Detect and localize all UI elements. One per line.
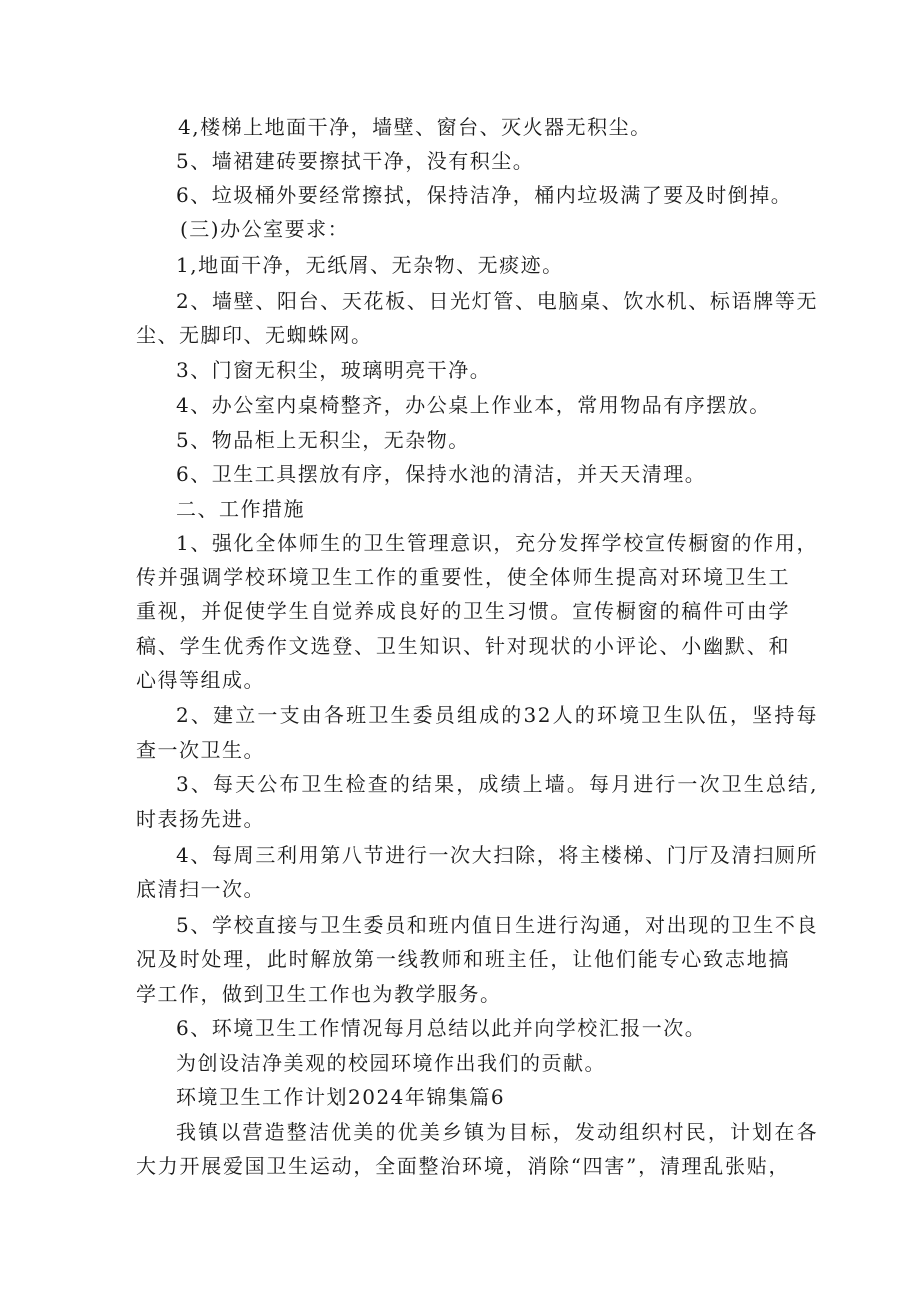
text-line-11: 6、卫生工具摆放有序，保持水池的清洁，并天天清理。 [176, 462, 707, 486]
text-line-8: 3、门窗无积尘，玻璃明亮干净。 [176, 358, 492, 382]
text-line-6: 2、墙壁、阳台、天花板、日光灯管、电脑桌、饮水机、标语牌等无 [176, 289, 818, 313]
text-line-22: 4、每周三利用第八节进行一次大扫除，将主楼梯、门厅及清扫厕所 [176, 843, 818, 867]
text-line-18: 2、建立一支由各班卫生委员组成的32人的环境卫生队伍，坚持每 [176, 703, 818, 727]
text-line-13: 1、强化全体师生的卫生管理意识，充分发挥学校宣传橱窗的作用， [176, 531, 818, 555]
text-line-15: 重视，并促使学生自觉养成良好的卫生习惯。宣传橱窗的稿件可由学 [136, 599, 790, 623]
text-line-3: 6、垃圾桶外要经常擦拭，保持洁净，桶内垃圾满了要及时倒掉。 [176, 183, 793, 207]
text-line-31: 大力开展爱国卫生运动，全面整治环境，消除“四害”，清理乱张贴， [136, 1154, 790, 1178]
text-line-23: 底清扫一次。 [136, 877, 265, 901]
text-line-2: 5、墙裙建砖要擦拭干净，没有积尘。 [176, 149, 535, 173]
text-line-21: 时表扬先进。 [136, 807, 265, 831]
text-line-25: 况及时处理，此时解放第一线教师和班主任，让他们能专心致志地搞 [136, 947, 790, 971]
text-line-1: 4,楼梯上地面干净，墙壁、窗台、灭火器无积尘。 [178, 115, 652, 139]
text-line-24: 5、学校直接与卫生委员和班内值日生进行沟通，对出现的卫生不良 [176, 913, 818, 937]
text-line-14: 传并强调学校环境卫生工作的重要性，使全体师生提高对环境卫生工 [136, 565, 790, 589]
section-heading-part6: 环境卫生工作计划2024年锦集篇6 [176, 1085, 506, 1109]
section-heading-office: (三)办公室要求： [180, 217, 350, 241]
text-line-5: 1,地面干净，无纸屑、无杂物、无痰迹。 [176, 253, 564, 277]
text-line-7: 尘、无脚印、无蜘蛛网。 [136, 323, 373, 347]
text-line-20: 3、每天公布卫生检查的结果，成绩上墙。每月进行一次卫生总结, [176, 772, 818, 796]
text-line-26: 学工作，做到卫生工作也为教学服务。 [136, 982, 502, 1006]
text-line-17: 心得等组成。 [136, 668, 265, 692]
text-line-10: 5、物品柜上无积尘，无杂物。 [176, 428, 470, 452]
text-line-16: 稿、学生优秀作文选登、卫生知识、针对现状的小评论、小幽默、和 [136, 634, 790, 658]
text-line-30: 我镇以营造整洁优美的优美乡镇为目标，发动组织村民，计划在各 [176, 1120, 818, 1144]
text-line-9: 4、办公室内桌椅整齐，办公桌上作业本，常用物品有序摆放。 [176, 393, 771, 417]
text-line-27: 6、环境卫生工作情况每月总结以此并向学校汇报一次。 [176, 1016, 707, 1040]
text-line-28: 为创设洁净美观的校园环境作出我们的贡献。 [176, 1051, 606, 1075]
section-heading-measures: 二、工作措施 [176, 497, 305, 521]
text-line-19: 查一次卫生。 [136, 738, 265, 762]
